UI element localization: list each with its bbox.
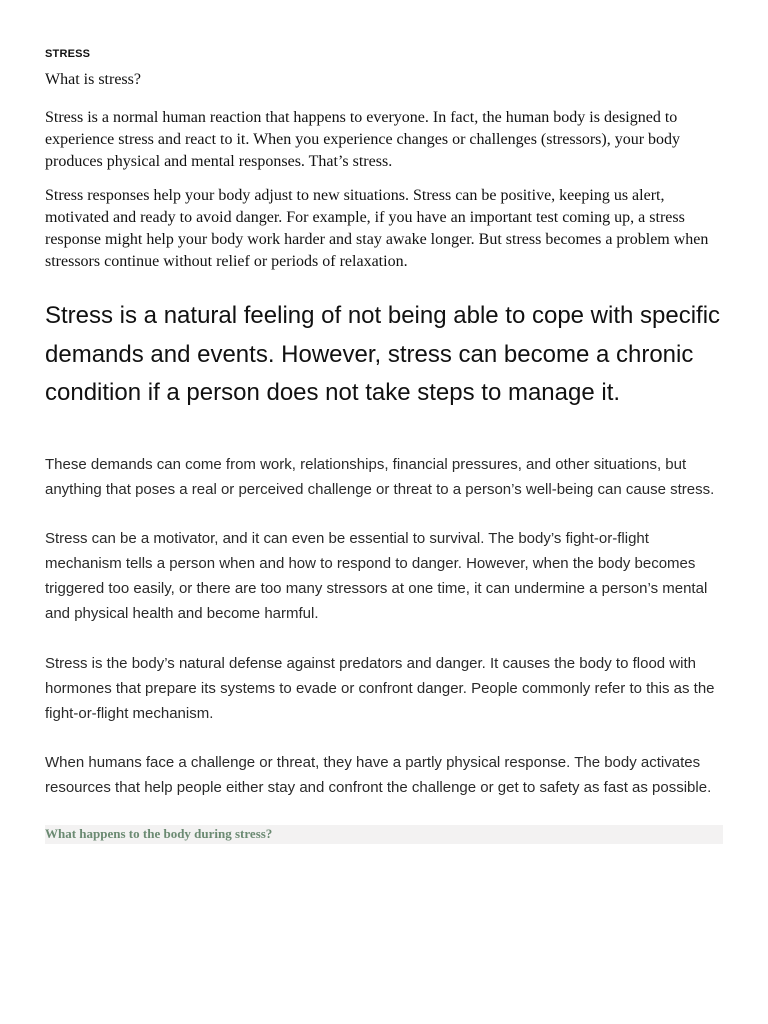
section-subheading: What happens to the body during stress?	[45, 825, 723, 844]
body-paragraph: When humans face a challenge or threat, they have a partly physical response. The body activates resources that help people either stay and confront the challenge or get to safety as fast as possible.	[45, 754, 712, 796]
body-paragraph: Stress is the body’s natural defense against predators and danger. It causes the body to flood with hormones that prepare its systems to evade or confront danger. People commonly refer to this as the fight-or-flight mechanism.	[45, 654, 715, 722]
callout-quote: Stress is a natural feeling of not being able to cope with specific demands and events. However, stress can become a chronic condition if a person does not take steps to manage it.	[45, 302, 721, 406]
intro-paragraph: Stress responses help your body adjust to new situations. Stress can be positive, keeping us alert, motivated and ready to avoid danger. For example, if you have an important test coming up, a stress response might help your body work harder and stay awake longer. But stress becomes a problem when stressors continue without relief or periods of relaxation.	[45, 187, 709, 270]
section-label: STRESS	[45, 48, 91, 60]
body-paragraph: Stress can be a motivator, and it can even be essential to survival. The body’s fight-or-flight mechanism tells a person when and how to respond to danger. However, when the body becomes triggered too easily, or there are too many stressors at one time, it can undermine a person’s mental and physical health and become harmful.	[45, 530, 708, 622]
page-heading: What is stress?	[45, 71, 141, 88]
intro-paragraph: Stress is a normal human reaction that happens to everyone. In fact, the human body is designed to experience stress and react to it. When you experience changes or challenges (stressors), your body produces physical and mental responses. That’s stress.	[45, 109, 681, 170]
body-paragraph: These demands can come from work, relationships, financial pressures, and other situations, but anything that poses a real or perceived challenge or threat to a person’s well-being can cause stress.	[45, 455, 715, 498]
